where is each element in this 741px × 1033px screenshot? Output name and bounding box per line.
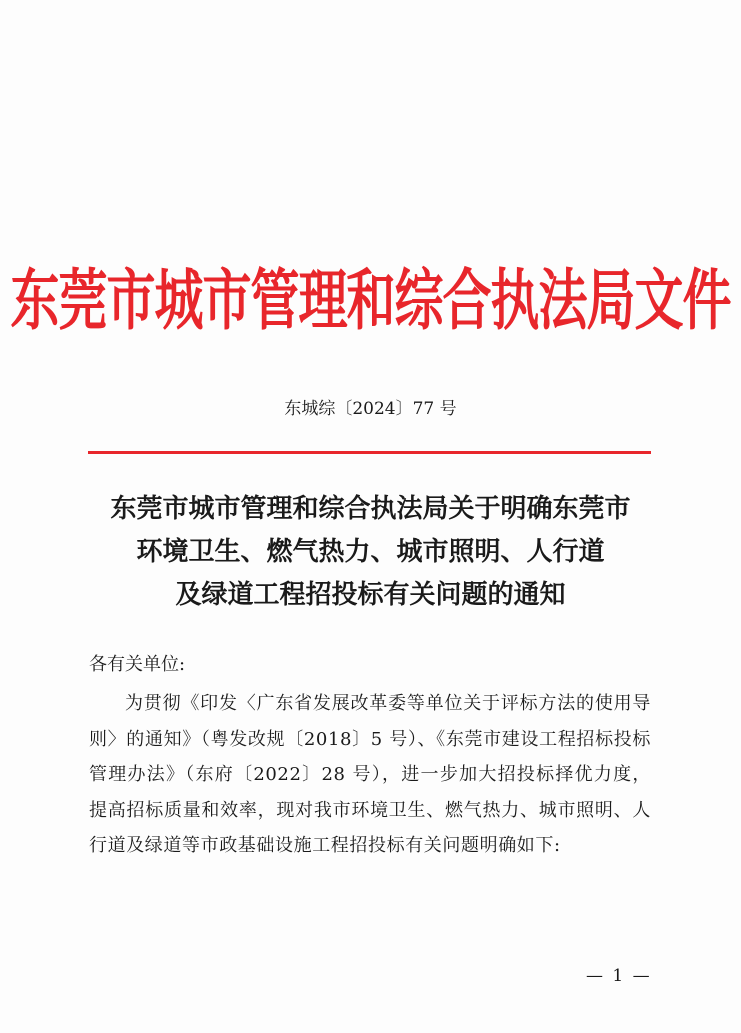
document-number: 东城综〔2024〕77 号 [284,399,457,419]
body-paragraph: 为贯彻《印发〈广东省发展改革委等单位关于评标方法的使用导则〉的通知》（粤发改规〔2018〕5 号）、《东莞市建设工程招标投标管理办法》（东府〔2022〕28 号），进一步加大招投标择优力度，提高招标质量和效率，现对我市环境卫生、燃气热力、城市照明、人行道及绿道等市政基础设施工程招投标有关问题明确如下: [89,693,651,856]
title-line-3: 及绿道工程招投标有关问题的通知 [175,580,566,610]
document-masthead: 东莞市城市管理和综合执法局文件 [10,260,731,340]
document-title [60,488,681,617]
title-line-2: 环境卫生、燃气热力、城市照明、人行道 [136,537,605,567]
title-line-1: 东莞市城市管理和综合执法局关于明确东莞市 [110,494,631,524]
page-number: — 1 — [586,966,652,986]
red-divider-line [88,451,651,454]
salutation: 各有关单位: [89,654,186,675]
